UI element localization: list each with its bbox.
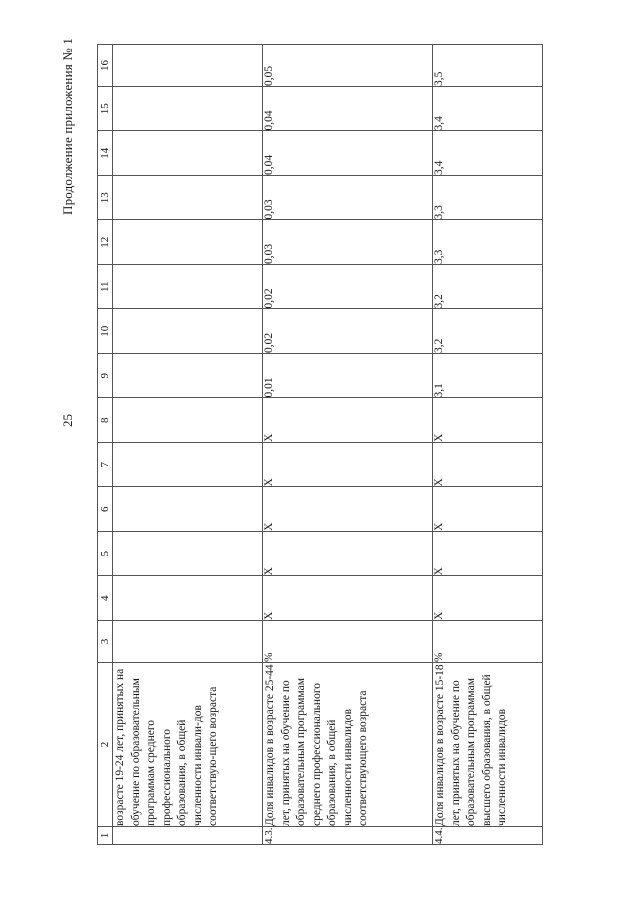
- value-cell: X: [263, 576, 433, 621]
- value-cell: 3,3: [433, 176, 543, 221]
- value-cell: 3,2: [433, 265, 543, 310]
- indicator-name: возрасте 19-24 лет, принятых на обучение по образовательным программам среднего профессионального образования, в общей численности инвали-дов соответствую-щего возраста: [113, 663, 263, 827]
- value-cell: 0,02: [263, 265, 433, 310]
- value-cell: 3,4: [433, 131, 543, 176]
- value-cell: [113, 265, 263, 310]
- value-cell: 3,4: [433, 87, 543, 132]
- value-cell: X: [263, 487, 433, 532]
- value-cell: [113, 87, 263, 132]
- unit-cell: %: [263, 621, 433, 663]
- value-cell: [113, 354, 263, 399]
- header-cell: 11: [98, 265, 113, 310]
- header-cell: 6: [98, 487, 113, 532]
- unit-cell: %: [433, 621, 543, 663]
- value-cell: 0,03: [263, 220, 433, 265]
- value-cell: [113, 45, 263, 87]
- value-cell: 3,1: [433, 354, 543, 399]
- value-cell: [113, 176, 263, 221]
- value-cell: 3,2: [433, 309, 543, 354]
- value-cell: [113, 487, 263, 532]
- value-cell: 0,04: [263, 131, 433, 176]
- value-cell: 0,05: [263, 45, 433, 87]
- value-cell: 0,04: [263, 87, 433, 132]
- value-cell: 0,03: [263, 176, 433, 221]
- header-cell: 7: [98, 443, 113, 488]
- value-cell: [113, 443, 263, 488]
- indicator-name: Доля инвалидов в возрасте 25-44 лет, принятых на обучение по образовательным программам среднего профессионального образования, в общей численности инвалидов соответствующего возраста: [263, 663, 433, 827]
- header-cell: 15: [98, 87, 113, 132]
- page-number: 25: [60, 414, 75, 427]
- row-number: 4.3.: [263, 827, 433, 845]
- unit-cell: [113, 621, 263, 663]
- value-cell: X: [263, 443, 433, 488]
- value-cell: 3,5: [433, 45, 543, 87]
- row-number: 4.4.: [433, 827, 543, 845]
- continuation-label: Продолжение приложения № 1: [60, 37, 75, 215]
- value-cell: [113, 398, 263, 443]
- table-header-row: [98, 45, 113, 845]
- value-cell: X: [263, 398, 433, 443]
- table-row: [433, 45, 543, 845]
- header-cell: 4: [98, 576, 113, 621]
- value-cell: [113, 576, 263, 621]
- header-cell: 14: [98, 131, 113, 176]
- value-cell: X: [263, 532, 433, 577]
- header-cell: 10: [98, 309, 113, 354]
- value-cell: 3,3: [433, 220, 543, 265]
- value-cell: X: [433, 576, 543, 621]
- table-row: [263, 45, 433, 845]
- header-cell: 9: [98, 354, 113, 399]
- header-cell: 8: [98, 398, 113, 443]
- header-cell: 12: [98, 220, 113, 265]
- value-cell: [113, 309, 263, 354]
- value-cell: X: [433, 487, 543, 532]
- row-number: [113, 827, 263, 845]
- header-cell: 1: [98, 827, 113, 845]
- value-cell: X: [433, 532, 543, 577]
- value-cell: [113, 131, 263, 176]
- header-cell: 16: [98, 45, 113, 87]
- table-row: [113, 45, 263, 845]
- value-cell: X: [433, 443, 543, 488]
- indicator-table: [97, 44, 543, 845]
- value-cell: [113, 532, 263, 577]
- indicator-name: Доля инвалидов в возрасте 15-18 лет, принятых на обучение по образовательным программам высшего образования, в общей численности инвалидов: [433, 663, 543, 827]
- value-cell: 0,01: [263, 354, 433, 399]
- value-cell: 0,02: [263, 309, 433, 354]
- header-cell: 5: [98, 532, 113, 577]
- value-cell: [113, 220, 263, 265]
- value-cell: X: [433, 398, 543, 443]
- header-cell: 13: [98, 176, 113, 221]
- header-cell: 3: [98, 621, 113, 663]
- header-cell: 2: [98, 663, 113, 827]
